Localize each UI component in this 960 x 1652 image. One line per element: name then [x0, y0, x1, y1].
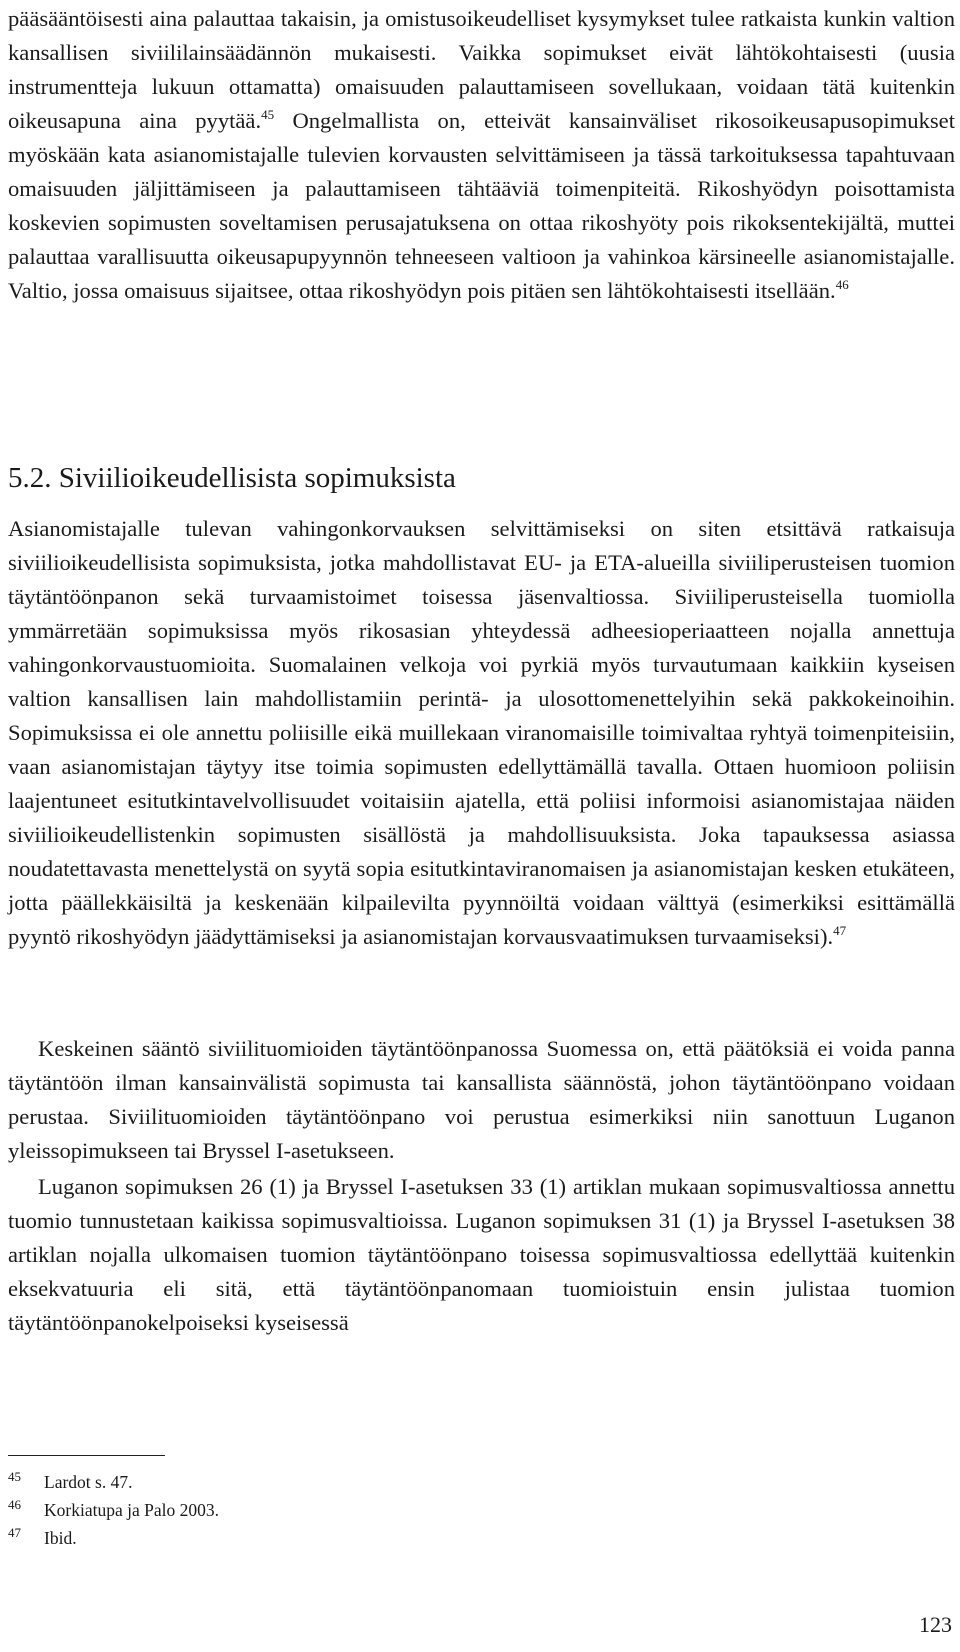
- footnote-text: Ibid.: [44, 1528, 77, 1548]
- footnote-47: [8, 1524, 608, 1552]
- footnote-text: Korkiatupa ja Palo 2003.: [44, 1500, 219, 1520]
- footnote-ref-45[interactable]: 45: [261, 107, 275, 122]
- footnote-46: [8, 1496, 608, 1524]
- footnotes: [8, 1468, 608, 1552]
- footnote-ref-47[interactable]: 47: [833, 923, 847, 938]
- footnote-ref-46[interactable]: 46: [835, 277, 849, 292]
- footnote-number: 46: [8, 1497, 21, 1512]
- footnote-number: 47: [8, 1525, 21, 1540]
- page-number: 123: [919, 1612, 952, 1637]
- footnote-number: 45: [8, 1469, 21, 1484]
- section-paragraph-1-text: Asianomistajalle tulevan vahingonkorvauksen selvittämiseksi on siten etsittävä ratkaisuja siviilioikeudellisista sopimuksista, jotka mahdollistavat EU- ja ETA-alueilla siviiliperusteisen tuomion täytäntöönpanon sekä turvaamistoimet toisessa jäsenvaltiossa. Siviiliperusteisella tuomiolla ymmärretään sopimuksissa myös rikosasian yhteydessä adheesioperiaatteen nojalla annettuja vahingonkorvaustuomioita. Suomalainen velkoja voi pyrkiä myös turvautumaan kaikkiin kyseisen valtion kansallisen lain mahdollistamiin perintä- ja ulosottomenettelyihin sekä pakkokeinoihin. Sopimuksissa ei ole annettu poliisille eikä muillekaan viranomaisille toimivaltaa ryhtyä toimenpiteisiin, vaan asianomistajan täytyy itse toimia sopimusten edellyttämällä tavalla. Ottaen huomioon poliisin laajentuneet esitutkintavelvollisuudet voitaisiin ajatella, että poliisi informoisi asianomistajaa näiden siviilioikeudellistenkin sopimusten sisällöstä ja mahdollisuuksista. Joka tapauksessa asiassa noudatettavasta menettelystä on syytä sopia esitutkintaviranomaisen ja asianomistajan kesken etukäteen, jotta päällekkäisiltä ja keskenään kilpailevilta pyynnöiltä voidaan välttyä (esimerkiksi esittämällä pyyntö rikoshyödyn jäädyttämiseksi ja asianomistajan korvausvaatimuksen turvaamiseksi).: [8, 516, 955, 949]
- footnote-45: [8, 1468, 608, 1496]
- section-paragraph-2: Keskeinen sääntö siviilituomioiden täytäntöönpanossa Suomessa on, että päätöksiä ei voida panna täytäntöön ilman kansainvälistä sopimusta tai kansallista säännöstä, johon täytäntöönpano voidaan perustaa. Siviilituomioiden täytäntöönpano voi perustua esimerkiksi niin sanottuun Luganon yleissopimukseen tai Bryssel I-asetukseen.: [8, 1036, 955, 1163]
- opening-paragraph-text-2: Ongelmallista on, etteivät kansainväliset rikosoikeusapusopimukset myöskään kata asianomistajalle tulevien korvausten selvittämiseen ja tässä tarkoituksessa tapahtuvaan omaisuuden jäljittämiseen ja palauttamiseen tähtääviä toimenpiteitä. Rikoshyödyn poisottamista koskevien sopimusten soveltamisen perusajatuksena on ottaa rikoshyöty pois rikoksentekijältä, muttei palauttaa varallisuutta oikeusapupyynnön tehneeseen valtioon ja vahinkoa kärsineelle asianomistajalle. Valtio, jossa omaisuus sijaitsee, ottaa rikoshyödyn pois pitäen sen lähtökohtaisesti itsellään.: [8, 108, 955, 303]
- section-heading: 5.2. Siviilioikeudellisista sopimuksista: [8, 462, 456, 494]
- footnote-text: Lardot s. 47.: [44, 1472, 133, 1492]
- opening-paragraph: [8, 2, 955, 308]
- footnote-divider: [8, 1455, 165, 1456]
- section-paragraph-3: Luganon sopimuksen 26 (1) ja Bryssel I-asetuksen 33 (1) artiklan mukaan sopimusvaltiossa annettu tuomio tunnustetaan kaikissa sopimusvaltioissa. Luganon sopimuksen 31 (1) ja Bryssel I-asetuksen 38 artiklan nojalla ulkomaisen tuomion täytäntöönpano toisessa sopimusvaltiossa edellyttää kuitenkin eksekvatuuria eli sitä, että täytäntöönpanomaan tuomioistuin ensin julistaa tuomion täytäntöönpanokelpoiseksi kyseisessä: [8, 1174, 955, 1335]
- opening-paragraph-text-1: pääsääntöisesti aina palauttaa takaisin, ja omistusoikeudelliset kysymykset tulee ratkaista kunkin valtion kansallisen siviililainsäädännön mukaisesti. Vaikka sopimukset eivät lähtökohtaisesti (uusia instrumentteja lukuun ottamatta) omaisuuden palauttamiseen sovellukaan, voidaan tätä kuitenkin oikeusapuna aina pyytää.: [8, 6, 955, 133]
- section-paragraph-1: [8, 512, 955, 954]
